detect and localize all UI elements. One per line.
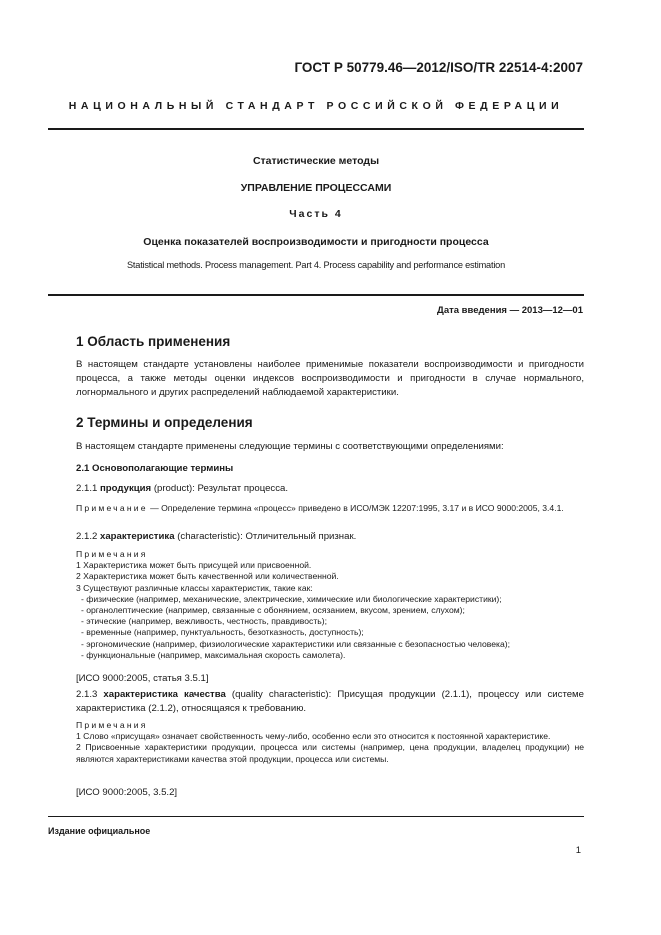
title-part: Часть 4 bbox=[289, 208, 343, 220]
note-item: 3 Существуют различные классы характеристик, такие как: bbox=[76, 582, 313, 593]
national-standard-heading: НАЦИОНАЛЬНЫЙ СТАНДАРТ РОССИЙСКОЙ ФЕДЕРАЦИИ bbox=[68, 100, 564, 112]
term-2-1-3-reference: [ИСО 9000:2005, 3.5.2] bbox=[76, 787, 178, 798]
title-line-1: Статистические методы bbox=[252, 155, 380, 167]
section-1-text bbox=[48, 358, 584, 400]
class-item: - эргономические (например, физиологические характеристики или связанные с безопасностью человека); bbox=[81, 638, 510, 649]
note-item: 1 Характеристика может быть присущей или присвоенной. bbox=[76, 560, 312, 571]
class-item: - временные (например, пунктуальность, безотказность, доступность); bbox=[81, 627, 364, 638]
note-text: — Определение термина «процесс» приведено в ИСО/МЭК 12207:1995, 3.17 и в ИСО 9000:2005, 3.4.1. bbox=[147, 503, 564, 513]
section-1-heading: 1 Область применения bbox=[76, 334, 231, 349]
term-name: характеристика качества bbox=[103, 689, 226, 700]
edition-label: Издание официальное bbox=[48, 826, 151, 836]
term-name: продукция bbox=[100, 483, 152, 494]
standard-code: ГОСТ Р 50779.46—2012/ISO/TR 22514-4:2007 bbox=[294, 60, 583, 75]
footer-rule bbox=[48, 816, 584, 817]
english-title: Statistical methods. Process management. Part 4. Process capability and performance estimation bbox=[127, 260, 505, 270]
class-item: - этические (например, вежливость, честность, правдивость); bbox=[81, 616, 327, 627]
page-number: 1 bbox=[575, 845, 581, 856]
class-item: - функциональные (например, максимальная скорость самолета). bbox=[81, 649, 346, 660]
term-definition: (characteristic): Отличительный признак. bbox=[174, 531, 357, 542]
section-1-paragraph: В настоящем стандарте установлены наиболее применимые показатели воспроизводимости и пригодности процесса, а также методы оценки индексов воспроизводимости и пригодности в случае нормального, логнормального и других распределений наблюдаемой характеристики. bbox=[76, 359, 584, 398]
document-title: Оценка показателей воспроизводимости и пригодности процесса bbox=[143, 236, 489, 248]
term-2-1-3 bbox=[48, 688, 584, 716]
term-definition: (quality characteristic): Присущая продукции (2.1.1), процессу или системе характеристика (2.1.2), относящаяся к требованию. bbox=[76, 689, 584, 714]
term-2-1-2-reference: [ИСО 9000:2005, статья 3.5.1] bbox=[76, 673, 209, 684]
section-2-intro: В настоящем стандарте применены следующие термины с соответствующими определениями: bbox=[76, 441, 504, 452]
notes-label: Примечания bbox=[76, 549, 148, 559]
term-number: 2.1.3 bbox=[76, 689, 98, 700]
title-rule bbox=[48, 294, 584, 296]
term-2-1-1 bbox=[76, 483, 288, 494]
header-rule bbox=[48, 128, 584, 130]
date-of-introduction: Дата введения — 2013—12—01 bbox=[437, 305, 583, 316]
subsection-2-1-heading: 2.1 Основополагающие термины bbox=[76, 463, 234, 474]
term-2-1-2 bbox=[76, 531, 356, 542]
class-item: - физические (например, механические, электрические, химические или биологические характеристики); bbox=[81, 593, 502, 604]
term-2-1-3-notes bbox=[48, 720, 584, 765]
class-item: - органолептические (например, связанные с обонянием, осязанием, вкусом, зрением, слухом); bbox=[81, 605, 465, 616]
term-name: характеристика bbox=[100, 531, 175, 542]
term-number: 2.1.2 bbox=[76, 531, 98, 542]
notes-label: Примечания bbox=[76, 720, 148, 730]
note-label: Примечание bbox=[76, 503, 148, 513]
title-line-2: УПРАВЛЕНИЕ ПРОЦЕССАМИ bbox=[240, 182, 392, 194]
note-item: 2 Присвоенные характеристики продукции, процесса или системы (например, цена продукции, владелец продукции) не являются характеристиками качества этой продукции, процесса или системы. bbox=[76, 742, 584, 764]
section-2-heading: 2 Термины и определения bbox=[76, 415, 253, 430]
note-item: 1 Слово «присущая» означает свойственность чему-либо, особенно если это относится к постоянной характеристике. bbox=[76, 731, 551, 742]
term-2-1-2-notes bbox=[76, 549, 584, 661]
term-definition: (product): Результат процесса. bbox=[151, 483, 289, 494]
term-number: 2.1.1 bbox=[76, 483, 98, 494]
note-item: 2 Характеристика может быть качественной или количественной. bbox=[76, 571, 339, 582]
term-2-1-1-note bbox=[48, 503, 584, 514]
